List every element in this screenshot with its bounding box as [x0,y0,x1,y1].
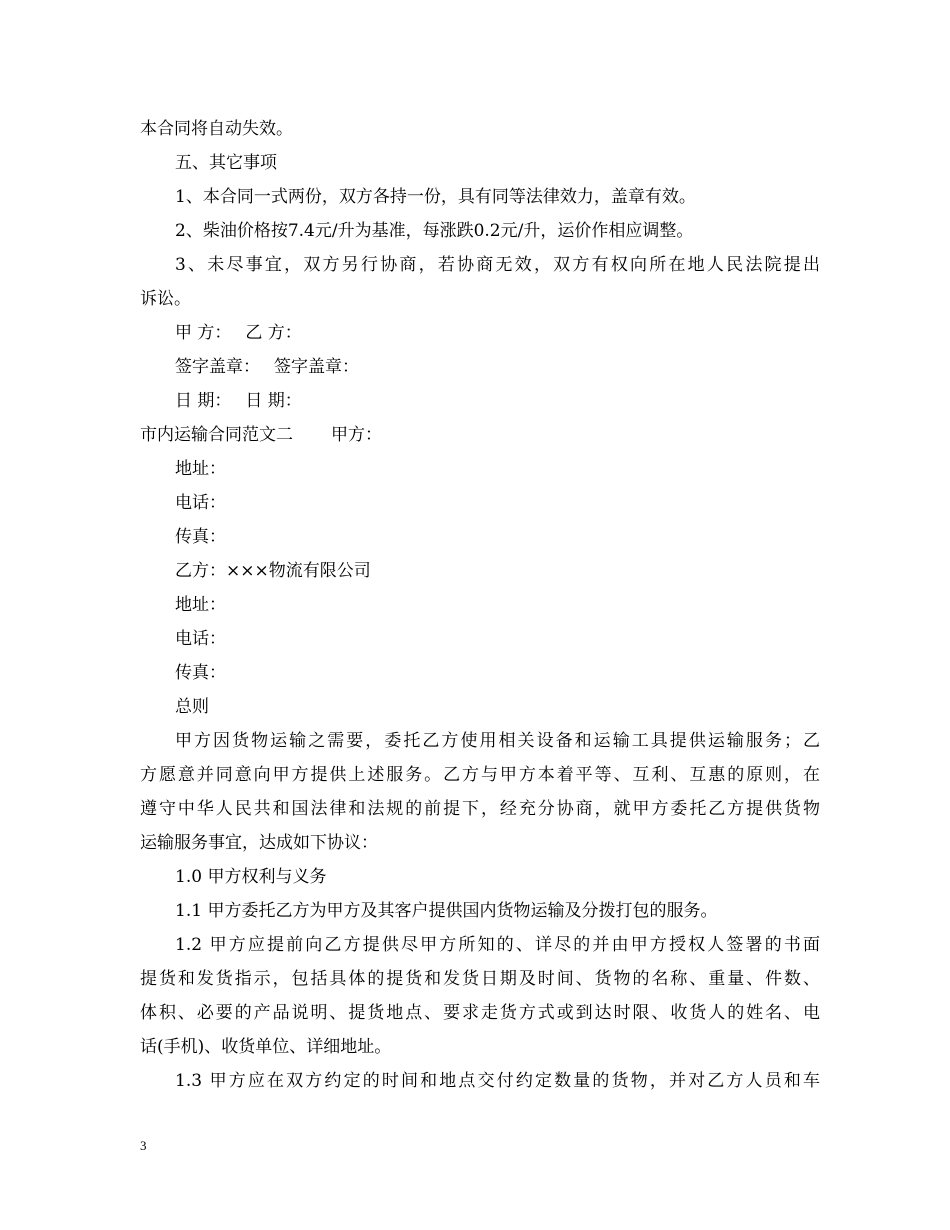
section-heading: 总则 [175,697,209,717]
phone-field-label: 电话： [175,629,226,649]
party-a-seal-label: 签字盖章： [175,357,260,377]
clause-line: 1.3 甲方应在双方约定的时间和地点交付约定数量的货物，并对乙方人员和车 [175,1071,820,1091]
party-a-date-label: 日 期： [175,391,232,411]
party-a-field-label: 甲方： [331,425,382,445]
contract-title-row [140,418,820,452]
page-number: 3 [140,1138,147,1153]
signature-party-row [140,316,820,350]
clause-line: 提货和发货指示，包括具体的提货和发货日期及时间、货物的名称、重量、件数、 [140,969,820,989]
contract-title: 市内运输合同范文二 [140,425,293,445]
party-b-company: 乙方：×××物流有限公司 [175,561,371,581]
clause-line: 3、未尽事宜，双方另行协商，若协商无效，双方有权向所在地人民法院提出 [175,255,820,275]
paragraph-line: 甲方因货物运输之需要，委托乙方使用相关设备和运输工具提供运输服务；乙 [175,731,820,751]
signature-date-row [140,384,820,418]
phone-field-label: 电话： [175,493,226,513]
address-field-label: 地址： [175,595,226,615]
clause-line: 1、本合同一式两份，双方各持一份，具有同等法律效力，盖章有效。 [175,187,696,207]
fax-field-label: 传真： [175,663,226,683]
paragraph-line: 本合同将自动失效。 [140,119,293,139]
document-body [140,112,820,1098]
clause-line: 诉讼。 [140,289,191,309]
clause-line: 1.1 甲方委托乙方为甲方及其客户提供国内货物运输及分拨打包的服务。 [175,901,718,921]
address-field-label: 地址： [175,459,226,479]
party-b-label: 乙 方： [245,323,302,343]
signature-seal-row [140,350,820,384]
clause-line: 1.2 甲方应提前向乙方提供尽甲方所知的、详尽的并由甲方授权人签署的书面 [175,935,820,955]
clause-line: 2、柴油价格按7.4元/升为基准，每涨跌0.2元/升，运价作相应调整。 [175,221,694,241]
clause-line: 话(手机)、收货单位、详细地址。 [140,1037,392,1057]
fax-field-label: 传真： [175,527,226,547]
clause-line: 体积、必要的产品说明、提货地点、要求走货方式或到达时限、收货人的姓名、电 [140,1003,820,1023]
section-heading: 五、其它事项 [175,153,277,173]
paragraph-line: 运输服务事宜，达成如下协议： [140,833,378,853]
party-a-label: 甲 方： [175,323,232,343]
section-heading: 1.0 甲方权利与义务 [175,867,327,887]
party-b-seal-label: 签字盖章： [274,357,359,377]
paragraph-line: 遵守中华人民共和国法律和法规的前提下，经充分协商，就甲方委托乙方提供货物 [140,799,820,819]
party-b-date-label: 日 期： [245,391,302,411]
paragraph-line: 方愿意并同意向甲方提供上述服务。乙方与甲方本着平等、互利、互惠的原则，在 [140,765,820,785]
